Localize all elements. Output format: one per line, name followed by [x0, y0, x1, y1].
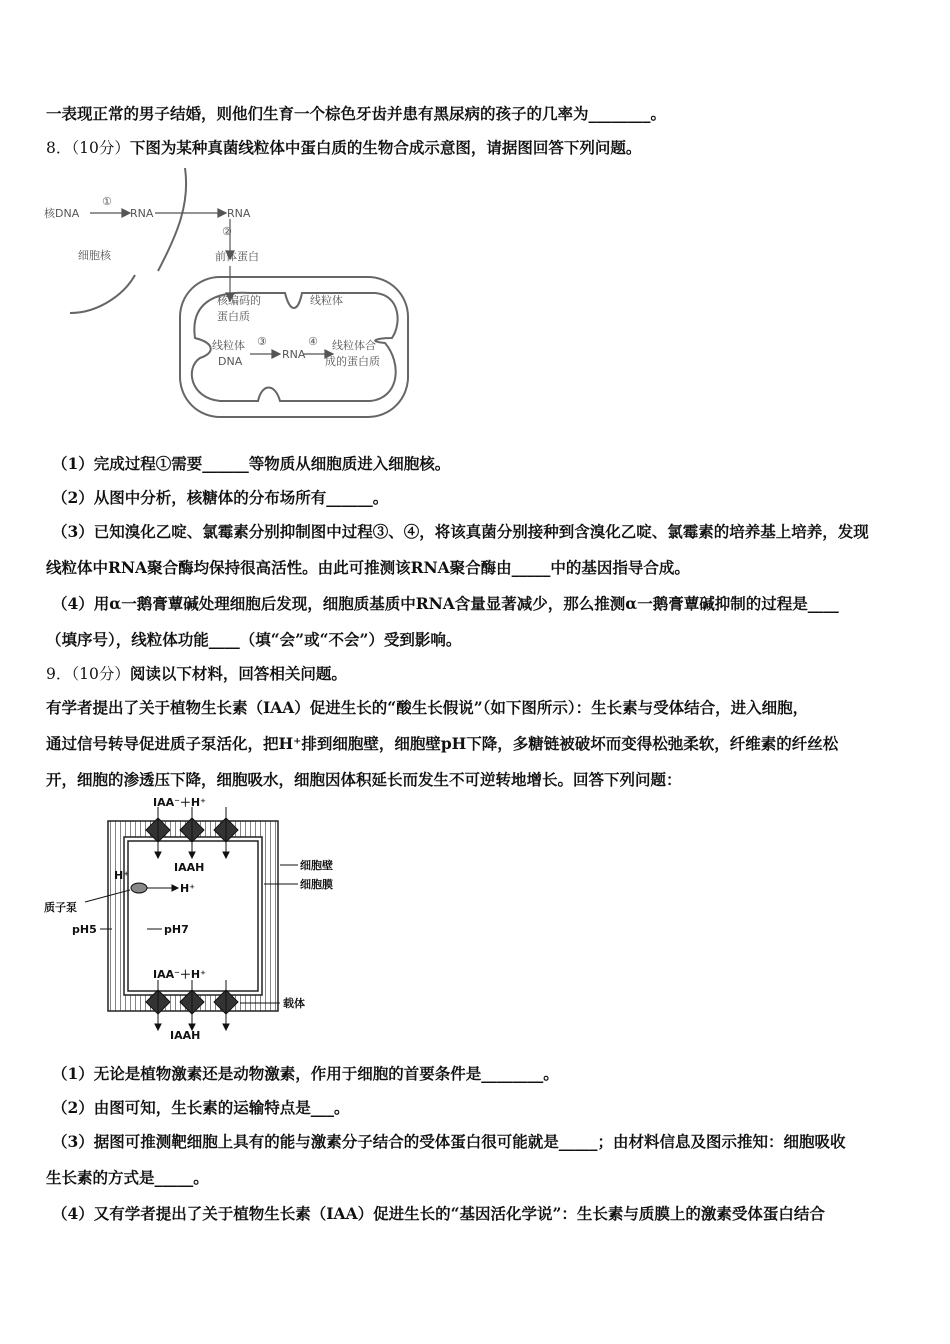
bottom-ions-label: IAA⁻＋H⁺	[153, 968, 206, 981]
q9-subquestion-3-line2: 生长素的方式是_____。	[46, 1168, 209, 1187]
nuclear-envelope-lower	[70, 275, 135, 313]
q8-subquestion-1: （1）完成过程①需要______等物质从细胞质进入细胞核。	[52, 454, 451, 473]
ph7-label: pH7	[164, 923, 189, 936]
rna-label-2: RNA	[227, 207, 251, 220]
cell-membrane-label: 细胞膜	[300, 878, 333, 891]
q9-header-text: 阅读以下材料，回答相关问题。	[129, 664, 347, 683]
top-ions-label: IAA⁻＋H⁺	[153, 796, 206, 809]
mt-protein-label-1: 线粒体合	[332, 339, 376, 352]
q8-score: （10分）	[71, 139, 130, 157]
cell-wall-label: 细胞壁	[300, 859, 333, 872]
q9-acid-growth-diagram	[40, 795, 370, 1040]
q8-subquestion-4-line1: （4）用α一鹅膏蕈碱处理细胞后发现，细胞质基质中RNA含量显著减少，那么推测α一鹅膏蕈碱抑制的过程是____	[52, 594, 839, 613]
q8-subquestion-2: （2）从图中分析，核糖体的分布场所有______。	[52, 488, 389, 507]
ph5-label: pH5	[72, 923, 97, 936]
q9-header	[46, 663, 906, 685]
proton-pump-label: 质子泵	[44, 901, 77, 914]
q9-score: （10分）	[71, 665, 130, 683]
q8-subquestion-4-line2: （填序号），线粒体功能____（填“会”或“不会”）受到影响。	[46, 630, 462, 649]
mt-dna-label-2: DNA	[218, 355, 243, 368]
q8-number: 8．	[46, 139, 72, 157]
proton-pump-shape	[131, 883, 147, 893]
rna-label-3: RNA	[282, 348, 306, 361]
q8-header-text: 下图为某种真菌线粒体中蛋白质的生物合成示意图，请据图回答下列问题。	[129, 138, 642, 157]
rna-label-1: RNA	[130, 207, 154, 220]
q8-header	[46, 137, 906, 159]
h-ion-outside-label: H⁺	[114, 869, 130, 882]
bottom-iaah-label: IAAH	[170, 1029, 201, 1040]
q9-material-line2: 通过信号转导促进质子泵活化，把H⁺排到细胞壁，细胞壁pH下降，多糖链被破坏而变得松弛柔软，纤维素的纤丝松	[46, 734, 839, 753]
q8-subquestion-3-line1: （3）已知溴化乙啶、氯霉素分别抑制图中过程③、④，将该真菌分别接种到含溴化乙啶、氯霉素的培养基上培养，发现	[52, 522, 869, 541]
q8-mitochondria-diagram	[40, 163, 420, 425]
h-ion-inside-label: H⁺	[180, 882, 196, 895]
q9-material-line1: 有学者提出了关于植物生长素（IAA）促进生长的“酸生长假说”（如下图所示）：生长素与受体结合，进入细胞，	[46, 698, 809, 717]
q9-subquestion-4-line1: （4）又有学者提出了关于植物生长素（IAA）促进生长的“基因活化学说”：生长素与质膜上的激素受体蛋白结合	[52, 1204, 825, 1223]
carrier-label: 载体	[283, 997, 305, 1010]
nuclear-dna-label: 核DNA	[44, 207, 80, 220]
mt-dna-label-1: 线粒体	[212, 339, 245, 352]
nuclear-envelope-upper	[158, 168, 186, 271]
nuclear-encoded-protein-label-1: 核编码的	[217, 294, 261, 307]
q9-material-line3: 开，细胞的渗透压下降，细胞吸水，细胞因体积延长而发生不可逆转地增长。回答下列问题：	[46, 770, 682, 789]
mitochondrion-label: 线粒体	[310, 294, 343, 307]
q9-subquestion-2: （2）由图可知，生长素的运输特点是___。	[52, 1098, 350, 1117]
nucleus-label: 细胞核	[78, 249, 111, 262]
q9-subquestion-1: （1）无论是植物激素还是动物激素，作用于细胞的首要条件是________。	[52, 1064, 559, 1083]
step-4-label: ④	[308, 335, 318, 348]
q7-tail-text: 一表现正常的男子结婚，则他们生育一个棕色牙齿并患有黑尿病的孩子的几率为________。	[46, 104, 667, 123]
nuclear-encoded-protein-label-2: 蛋白质	[217, 310, 250, 323]
q8-subquestion-3-line2: 线粒体中RNA聚合酶均保持很高活性。由此可推测该RNA聚合酶由_____中的基因指导合成。	[46, 558, 690, 577]
q9-subquestion-3-line1: （3）据图可推测靶细胞上具有的能与激素分子结合的受体蛋白很可能就是_____；由材料信息及图示推知：细胞吸收	[52, 1132, 846, 1151]
precursor-protein-label: 前体蛋白	[215, 250, 259, 263]
step-3-label: ③	[257, 335, 267, 348]
step-2-label: ②	[222, 225, 232, 238]
q9-number: 9．	[46, 665, 72, 683]
mt-protein-label-2: 成的蛋白质	[325, 355, 380, 368]
cell-wall	[108, 821, 278, 1011]
top-iaah-label: IAAH	[174, 861, 205, 874]
step-1-label: ①	[102, 195, 112, 208]
